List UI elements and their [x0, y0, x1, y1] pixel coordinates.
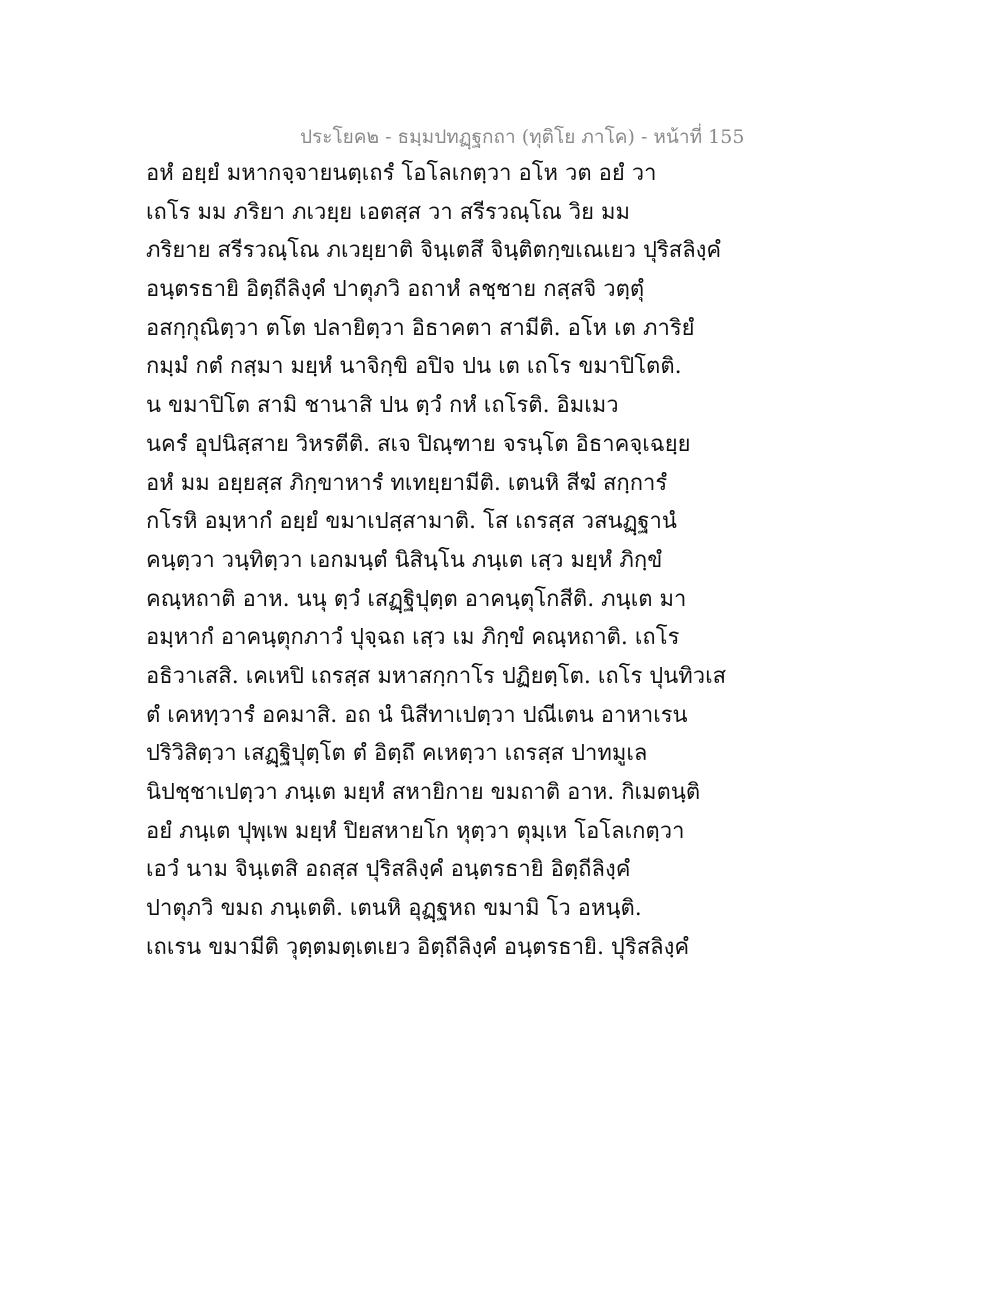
text-line: กโรหิ อมฺหากํ อยฺยํ ขมาเปสฺสามาติ. โส เถรสฺส วสนฏฺฐานํ: [146, 509, 677, 535]
text-line: เถเรน ขมามีติ วุตฺตมตฺเตเยว อิตฺถีลิงฺคํ อนฺตรธายิ. ปุริสลิงฺคํ: [146, 934, 690, 960]
text-line: กมฺมํ กตํ กสฺมา มยฺหํ นาจิกฺขิ อปิจ ปน เต เถโร ขมาปิโตติ.: [146, 354, 682, 380]
text-line: คนฺตฺวา วนฺทิตฺวา เอกมนฺตํ นิสินฺโน ภนฺเต เสฺว มยฺหํ ภิกฺขํ: [146, 547, 663, 573]
text-line: เอวํ นาม จินฺเตสิ อถสฺส ปุริสลิงฺคํ อนฺตรธายิ อิตฺถีลิงฺคํ: [146, 857, 631, 883]
text-line: นครํ อุปนิสฺสาย วิหรตีติ. สเจ ปิณฺฑาย จรนฺโต อิธาคจฺเฉยฺย: [146, 431, 691, 457]
text-line: เถโร มม ภริยา ภเวยฺย เอตสฺส วา สรีรวณฺโณ วิย มม: [146, 199, 631, 225]
text-line: อสกฺกุณิตฺวา ตโต ปลายิตฺวา อิธาคตา สามีติ. อโห เต ภาริยํ: [146, 315, 695, 341]
text-line: คณฺหถาติ อาห. นนุ ตฺวํ เสฏฺฐิปุตฺต อาคนฺตุโกสีติ. ภนฺเต มา: [146, 586, 687, 612]
text-line: นิปชฺชาเปตฺวา ภนฺเต มยฺหํ สหายิกาย ขมถาติ อาห. กิเมตนฺติ: [146, 780, 701, 805]
text-line: อยํ ภนฺเต ปุพฺเพ มยฺหํ ปิยสหายโก หุตฺวา ตุมฺเห โอโลเกตฺวา: [146, 818, 685, 844]
text-line: ปาตุภวิ ขมถ ภนฺเตติ. เตนหิ อุฏฺฐหถ ขมามิ โว อหนฺติ.: [146, 896, 642, 922]
text-line: อหํ อยฺยํ มหากจฺจายนตฺเถรํ โอโลเกตฺวา อโห วต อยํ วา: [146, 161, 657, 186]
text-line: อมฺหากํ อาคนฺตุกภาวํ ปุจฺฉถ เสฺว เม ภิกฺขํ คณฺหถาติ. เถโร: [146, 625, 680, 651]
text-line: อหํ มม อยฺยสฺส ภิกฺขาหารํ ทเทยฺยามีติ. เตนหิ สีฆํ สกฺการํ: [146, 470, 668, 496]
text-line: น ขมาปิโต สามิ ชานาสิ ปน ตฺวํ กหํ เถโรติ. อิมเมว: [146, 393, 619, 419]
body-text: [146, 155, 727, 967]
running-header: ประโยค๒ - ธมฺมปทฏฺฐกถา (ทุติโย ภาโค) - หน้าที่ 155: [300, 126, 745, 148]
text-line: ตํ เคหทฺวารํ อคมาสิ. อถ นํ นิสีทาเปตฺวา ปณีเตน อาหาเรน: [146, 702, 688, 728]
text-line: อนฺตรธายิ อิตฺถีลิงฺคํ ปาตุภวิ อถาหํ ลชฺชาย กสฺสจิ วตฺตุํ: [146, 277, 645, 303]
text-line: อธิวาเสสิ. เคเหปิ เถรสฺส มหาสกฺกาโร ปฏิยตฺโต. เถโร ปุนทิวเส: [146, 663, 727, 689]
text-line: ภริยาย สรีรวณฺโณ ภเวยฺยาติ จินฺเตสึ จินฺติตกฺขเณเยว ปุริสลิงฺคํ: [146, 238, 722, 264]
text-line: ปริวิสิตฺวา เสฏฺฐิปุตฺโต ตํ อิตฺถึ คเหตฺวา เถรสฺส ปาทมูเล: [146, 741, 648, 767]
